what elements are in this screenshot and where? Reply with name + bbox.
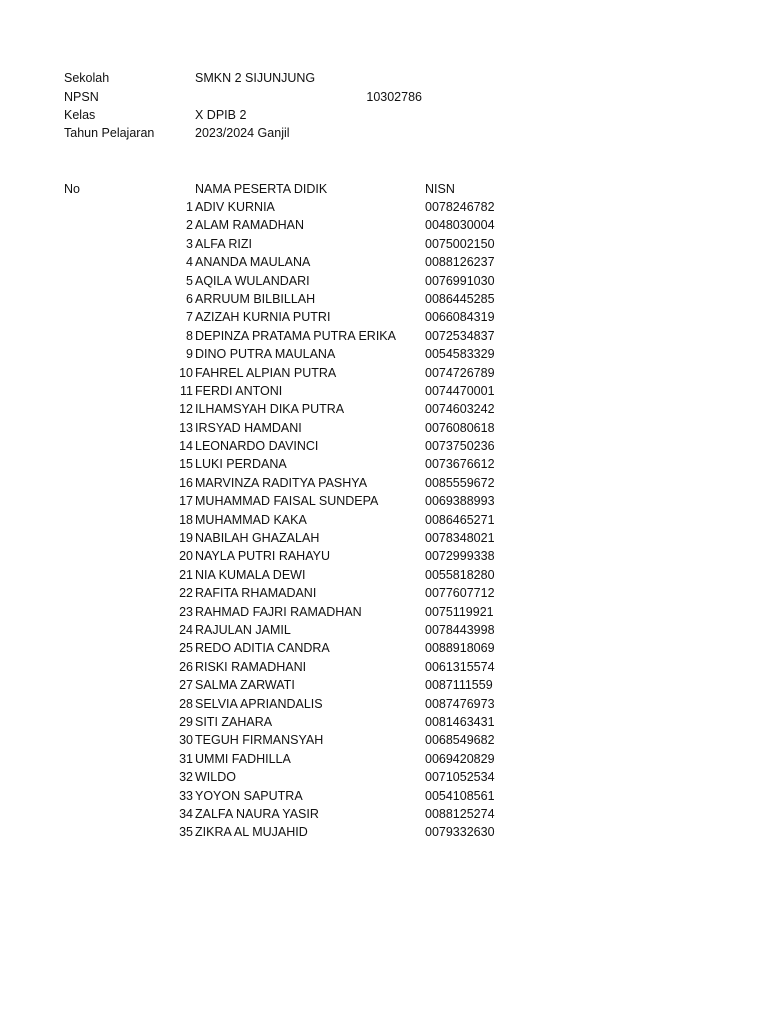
cell-name: IRSYAD HAMDANI [195,420,302,435]
cell-name: SITI ZAHARA [195,714,273,729]
cell-no: 19 [179,531,193,546]
table-row [0,382,768,400]
table-row [0,400,768,418]
cell-no: 20 [179,549,193,564]
cell-nisn: 0078246782 [425,200,495,214]
cell-name: NAYLA PUTRI RAHAYU [195,549,330,564]
cell-name: DINO PUTRA MAULANA [195,347,336,362]
cell-nisn: 0074603242 [425,402,495,417]
cell-name: FAHREL ALPIAN PUTRA [195,365,337,380]
cell-no: 24 [179,622,193,637]
cell-nisn: 0076991030 [425,273,495,288]
info-label: NPSN [64,90,99,104]
cell-nisn: 0075002150 [425,236,495,251]
cell-name: SELVIA APRIANDALIS [195,696,323,711]
info-label: Sekolah [64,71,110,85]
cell-name: RAJULAN JAMIL [195,622,291,637]
cell-no: 32 [179,770,193,785]
table-row [0,731,768,749]
info-value: 10302786 [366,90,422,104]
cell-nisn: 0088918069 [425,641,495,656]
cell-nisn: 0085559672 [425,475,495,490]
cell-no: 34 [179,806,193,821]
table-row [0,621,768,639]
cell-name: RAHMAD FAJRI RAMADHAN [195,604,362,619]
cell-nisn: 0086445285 [425,291,495,306]
table-row [0,364,768,382]
table-row [0,529,768,547]
cell-nisn: 0072534837 [425,328,495,343]
cell-nisn: 0078443998 [425,622,495,637]
table-row [0,823,768,841]
cell-no: 6 [186,291,193,306]
cell-name: REDO ADITIA CANDRA [195,641,330,656]
cell-no: 28 [179,696,193,711]
cell-nisn: 0055818280 [425,567,495,582]
cell-nisn: 0048030004 [425,218,495,233]
cell-nisn: 0069388993 [425,494,495,509]
table-row [0,216,768,234]
table-row [0,750,768,768]
table-row [0,547,768,565]
cell-nisn: 0072999338 [425,549,495,564]
cell-nisn: 0054583329 [425,347,495,362]
cell-nisn: 0071052534 [425,770,495,785]
cell-name: DEPINZA PRATAMA PUTRA ERIKA [195,328,396,343]
cell-nisn: 0074726789 [425,365,495,380]
info-row-sekolah [0,69,768,87]
student-list [0,198,768,842]
cell-nisn: 0088125274 [425,806,495,821]
cell-no: 21 [179,567,193,582]
cell-no: 23 [179,604,193,619]
cell-name: NIA KUMALA DEWI [195,567,306,582]
cell-name: ANANDA MAULANA [195,255,311,270]
cell-nisn: 0068549682 [425,733,495,748]
cell-nisn: 0086465271 [425,512,495,527]
cell-name: RAFITA RHAMADANI [195,586,317,601]
column-header-name: NAMA PESERTA DIDIK [195,182,328,196]
cell-name: NABILAH GHAZALAH [195,531,320,546]
column-header-no: No [64,182,80,196]
cell-no: 35 [179,825,193,840]
cell-nisn: 0061315574 [425,659,495,674]
cell-name: UMMI FADHILLA [195,751,291,766]
cell-no: 4 [186,255,193,270]
cell-no: 3 [186,236,193,251]
cell-name: ZIKRA AL MUJAHID [195,825,308,840]
cell-no: 22 [179,586,193,601]
cell-nisn: 0073750236 [425,439,495,454]
table-row [0,511,768,529]
cell-name: SALMA ZARWATI [195,678,295,693]
cell-name: ZALFA NAURA YASIR [195,806,319,821]
cell-no: 12 [179,402,193,417]
cell-no: 14 [179,439,193,454]
cell-name: RISKI RAMADHANI [195,659,307,674]
table-row [0,768,768,786]
table-row [0,272,768,290]
cell-nisn: 0075119921 [425,604,494,619]
table-row [0,805,768,823]
cell-name: WILDO [195,770,236,785]
table-row [0,639,768,657]
cell-nisn: 0087476973 [425,696,495,711]
cell-no: 30 [179,733,193,748]
info-label: Kelas [64,108,96,122]
cell-no: 10 [179,365,193,380]
cell-no: 2 [186,218,193,233]
table-row [0,658,768,676]
cell-no: 16 [179,475,193,490]
cell-no: 5 [186,273,193,288]
cell-name: LEONARDO DAVINCI [195,439,319,454]
cell-name: MUHAMMAD FAISAL SUNDEPA [195,494,379,509]
table-row [0,474,768,492]
cell-no: 1 [186,200,193,214]
cell-no: 17 [179,494,193,509]
cell-no: 33 [179,788,193,803]
table-row [0,676,768,694]
cell-nisn: 0074470001 [425,383,495,398]
cell-nisn: 0069420829 [425,751,495,766]
cell-nisn: 0054108561 [425,788,495,803]
cell-name: MUHAMMAD KAKA [195,512,307,527]
table-row [0,198,768,216]
cell-nisn: 0087111559 [425,678,493,693]
table-row [0,787,768,805]
cell-no: 8 [186,328,193,343]
cell-no: 25 [179,641,193,656]
cell-no: 15 [179,457,193,472]
table-row [0,437,768,455]
cell-name: ADIV KURNIA [195,200,275,214]
cell-nisn: 0076080618 [425,420,495,435]
cell-no: 18 [179,512,193,527]
cell-no: 7 [186,310,193,325]
cell-name: FERDI ANTONI [195,383,283,398]
cell-nisn: 0077607712 [425,586,495,601]
cell-no: 29 [179,714,193,729]
cell-nisn: 0073676612 [425,457,495,472]
column-header-nisn: NISN [425,182,455,196]
table-row [0,345,768,363]
cell-no: 31 [179,751,193,766]
cell-name: ALAM RAMADHAN [195,218,305,233]
table-row [0,290,768,308]
table-row [0,327,768,345]
info-row-npsn [0,88,768,106]
cell-name: ILHAMSYAH DIKA PUTRA [195,402,345,417]
cell-name: TEGUH FIRMANSYAH [195,733,324,748]
cell-no: 27 [179,678,193,693]
cell-name: LUKI PERDANA [195,457,287,472]
table-row [0,455,768,473]
info-row-kelas [0,106,768,124]
cell-no: 26 [179,659,193,674]
cell-name: YOYON SAPUTRA [195,788,303,803]
cell-no: 9 [186,347,193,362]
table-row [0,492,768,510]
table-row [0,419,768,437]
cell-no: 11 [180,383,193,398]
table-row [0,566,768,584]
table-row [0,713,768,731]
info-value: X DPIB 2 [195,108,247,122]
cell-nisn: 0078348021 [425,531,495,546]
cell-name: ALFA RIZI [195,236,252,251]
table-row [0,603,768,621]
cell-name: AZIZAH KURNIA PUTRI [195,310,331,325]
table-row [0,253,768,271]
cell-name: MARVINZA RADITYA PASHYA [195,475,368,490]
cell-nisn: 0088126237 [425,255,495,270]
table-row [0,584,768,602]
info-row-tahun-pelajaran [0,124,768,142]
info-value: SMKN 2 SIJUNJUNG [195,71,316,85]
table-row [0,235,768,253]
info-value: 2023/2024 Ganjil [195,126,290,140]
cell-no: 13 [179,420,193,435]
info-label: Tahun Pelajaran [64,126,155,140]
cell-nisn: 0079332630 [425,825,495,840]
cell-nisn: 0066084319 [425,310,495,325]
table-header [0,180,768,198]
cell-name: ARRUUM BILBILLAH [195,291,316,306]
cell-nisn: 0081463431 [425,714,495,729]
table-row [0,308,768,326]
table-row [0,695,768,713]
cell-name: AQILA WULANDARI [195,273,310,288]
